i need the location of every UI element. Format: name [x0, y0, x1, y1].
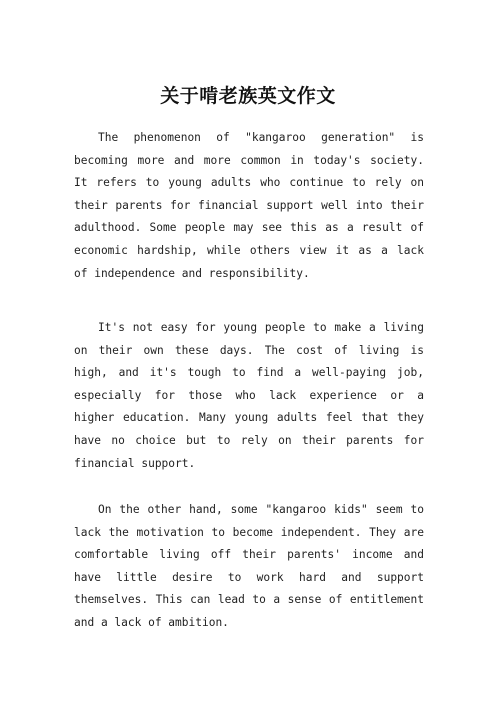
paragraph-2: It's not easy for young people to make a living on their own these days. The cost of living is high, and it's tough to find a well-paying job, especially for those who lack experience or a higher education. Many young adults feel that they have no choice but to rely on their parents for financial support. — [74, 321, 424, 470]
paragraph-1: The phenomenon of "kangaroo generation" is becoming more and more common in today's society. It refers to young adults who continue to rely on their parents for financial support well into their adulthood. Some people may see this as a result of economic hardship, while others view it as a lack of independence and responsibility. — [74, 131, 424, 280]
document-title: 关于啃老族英文作文 — [160, 85, 336, 107]
paragraph-3: On the other hand, some "kangaroo kids" seem to lack the motivation to become independent. They are comfortable living off their parents' income and have little desire to work hard and support themselves. This can lead to a sense of entitlement and a lack of ambition. — [74, 503, 424, 629]
